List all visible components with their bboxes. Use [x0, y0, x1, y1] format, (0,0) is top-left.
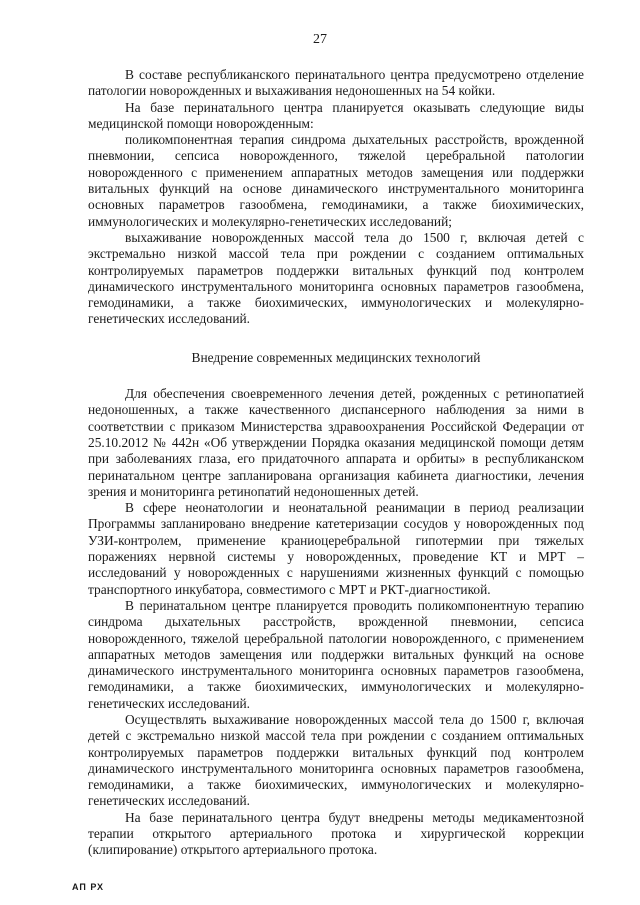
- paragraph-neonatology: В сфере неонатологии и неонатальной реанимации в период реализации Программы запланировано внедрение катетеризации сосудов у новорожденных под УЗИ-контролем, применение краниоцеребральной гипотермии при тяжелых поражениях нервной системы у новорожденных, проведение КТ и МРТ – исследований у новорожденных с нарушениями жизненных функций с помощью транспортного инкубатора, совместимого с МРТ и РКТ-диагностикой.: [88, 500, 584, 597]
- section-heading: Внедрение современных медицинских технологий: [191, 349, 481, 365]
- paragraph-nursing-low-weight: Осуществлять выхаживание новорожденных массой тела до 1500 г, включая детей с экстремально низкой массой тела при рождении с созданием оптимальных контролируемых параметров поддержки витальных функций под контролем динамического инструментального мониторинга основных параметров газообмена, гемодинамики, а также биохимических, иммунологических и молекулярно-генетических исследований.: [88, 711, 584, 809]
- paragraph-retinopathy: Для обеспечения своевременного лечения детей, рожденных с ретинопатией недоношенных, а также качественного диспансерного наблюдения за ними в соответствии с приказом Министерства здравоохранения Российской Федерации от 25.10.2012 № 442н «Об утверждении Порядка оказания медицинской помощи детям при заболеваниях глаза, его придаточного аппарата и орбиты» в республиканском перинатальном центре запланирована организация кабинета диагностики, лечения зрения и мониторинга ретинопатий недоношенных детей.: [88, 386, 584, 499]
- paragraph-care-types-intro: На базе перинатального центра планируется оказывать следующие виды медицинской помощи новорожденным:: [88, 99, 584, 131]
- page-number: 27: [313, 32, 327, 47]
- paragraph-polycomponent-therapy: В перинатальном центре планируется проводить поликомпонентную терапию синдрома дыхательных расстройств, врожденной пневмонии, сепсиса новорожденного, тяжелой церебральной патологии новорожденного, с применением аппаратных методов замещения или поддержки витальных функций на основе динамического инструментального мониторинга основных параметров газообмена, гемодинамики, а также биохимических, иммунологических и молекулярно-генетических исследований.: [88, 597, 584, 711]
- paragraph-department: В составе республиканского перинатального центра предусмотрено отделение патологии новорожденных и выхаживания недоношенных на 54 койки.: [88, 67, 584, 99]
- paragraph-ductus-treatment: На базе перинатального центра будут внедрены методы медикаментозной терапии открытого артериального протока и хирургической коррекции (клипирование) открытого артериального протока.: [88, 809, 584, 858]
- paragraph-care-therapy: поликомпонентная терапия синдрома дыхательных расстройств, врожденной пневмонии, сепсиса новорожденного, тяжелой церебральной патологии новорожденного с применением аппаратных методов замещения или поддержки витальных функций на основе динамического инструментального мониторинга основных параметров газообмена, гемодинамики, а также биохимических, иммунологических и молекулярно-генетических исследований;: [88, 132, 584, 229]
- paragraph-care-nursing: выхаживание новорожденных массой тела до 1500 г, включая детей с экстремально низкой массой тела при рождении с созданием оптимальных контролируемых параметров поддержки витальных функций под контролем динамического инструментального мониторинга основных параметров газообмена, гемодинамики, а также биохимических, иммунологических и молекулярно-генетических исследований.: [88, 229, 584, 327]
- document-body: [88, 67, 584, 859]
- footer-stamp-mark: АП РХ: [72, 882, 105, 892]
